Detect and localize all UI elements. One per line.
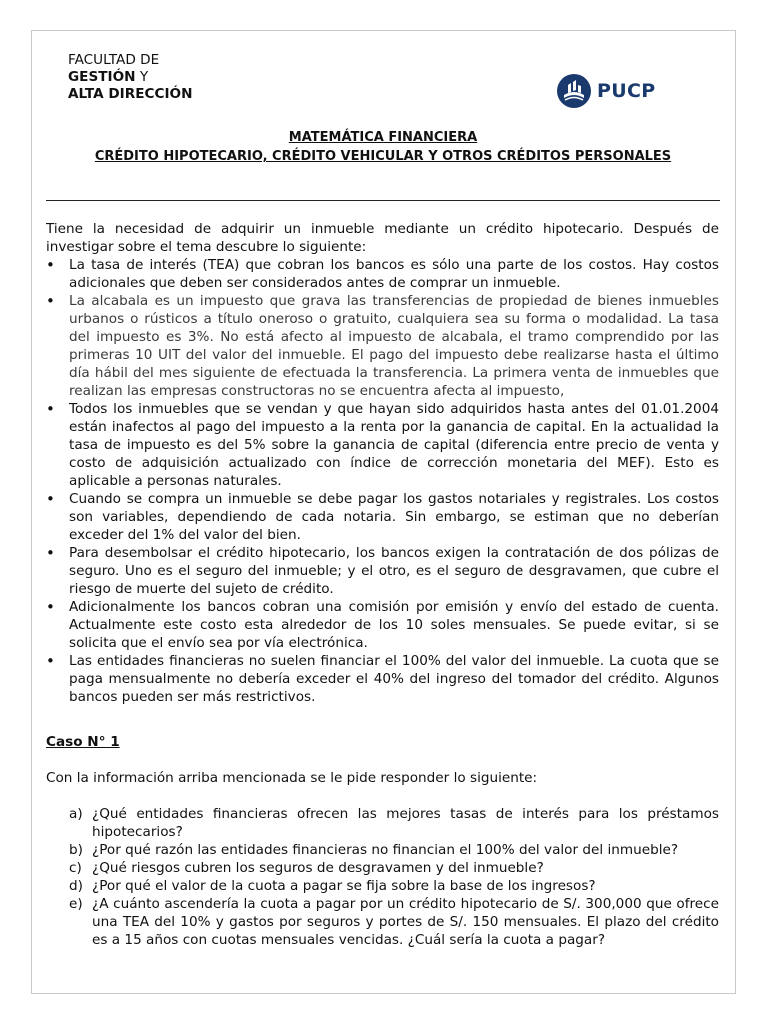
question-letter: c) bbox=[69, 860, 82, 876]
pucp-logo bbox=[556, 73, 655, 109]
question-letter: e) bbox=[69, 896, 83, 912]
question-item bbox=[46, 841, 719, 859]
question-text: ¿Qué riesgos cubren los seguros de desgravamen y del inmueble? bbox=[92, 860, 544, 876]
question-text: ¿Qué entidades financieras ofrecen las mejores tasas de interés para los préstamos hipotecarios? bbox=[92, 806, 719, 840]
question-text: ¿A cuánto ascendería la cuota a pagar por un crédito hipotecario de S/. 300,000 que ofrece una TEA del 10% y gastos por seguros y portes de S/. 150 mensuales. El plazo del crédito es a 15 años con cuotas mensuales vencidas. ¿Cuál sería la cuota a pagar? bbox=[92, 896, 719, 948]
question-item bbox=[46, 805, 719, 841]
document-titles bbox=[46, 128, 720, 166]
list-item: • Para desembolsar el crédito hipotecario, los bancos exigen la contratación de dos pólizas de seguro. Uno es el seguro del inmueble; y el otro, es el seguro de desgravamen, que cubre el riesgo de muerte del sujeto de crédito. bbox=[46, 544, 719, 598]
case-prompt: Con la información arriba mencionada se le pide responder lo siguiente: bbox=[46, 770, 538, 786]
pucp-seal-icon bbox=[556, 73, 592, 109]
title-divider bbox=[46, 200, 720, 201]
faculty-line-1: FACULTAD DE bbox=[68, 52, 160, 68]
case-title: Caso N° 1 bbox=[46, 734, 120, 750]
intro-paragraph: Tiene la necesidad de adquirir un inmueble mediante un crédito hipotecario. Después de investigar sobre el tema descubre lo siguiente: bbox=[46, 221, 719, 255]
faculty-y: Y bbox=[135, 69, 149, 85]
list-item: • Todos los inmuebles que se vendan y que hayan sido adquiridos hasta antes del 01.01.2004 están inafectos al pago del impuesto a la renta por la ganancia de capital. En la actualidad la tasa de impuesto es del 5% sobre la ganancia de capital (diferencia entre precio de venta y costo de adquisición actualizado con índice de corrección monetaria del MEF). Esto es aplicable a personas naturales. bbox=[46, 400, 719, 490]
list-item: • Adicionalmente los bancos cobran una comisión por emisión y envío del estado de cuenta. Actualmente este costo esta alrededor de los 10 soles mensuales. Se puede evitar, si se solicita que el envío sea por vía electrónica. bbox=[46, 598, 719, 652]
question-item bbox=[46, 877, 719, 895]
cost-list bbox=[46, 256, 719, 706]
question-letter: d) bbox=[69, 878, 83, 894]
list-item: • La tasa de interés (TEA) que cobran los bancos es sólo una parte de los costos. Hay costos adicionales que deben ser considerados antes de comprar un inmueble. bbox=[46, 256, 719, 292]
list-item: • La alcabala es un impuesto que grava las transferencias de propiedad de bienes inmuebles urbanos o rústicos a título oneroso o gratuito, cualquiera sea su forma o modalidad. La tasa del impuesto es 3%. No está afecto al impuesto de alcabala, el tramo comprendido por las primeras 10 UIT del valor del inmueble. El pago del impuesto debe realizarse hasta el último día hábil del mes siguiente de efectuada la transferencia. La primera venta de inmuebles que realizan las empresas constructoras no se encuentra afecta al impuesto, bbox=[46, 292, 719, 400]
document-body bbox=[46, 220, 719, 949]
question-item bbox=[46, 859, 719, 877]
faculty-line-3: ALTA DIRECCIÓN bbox=[68, 86, 193, 102]
faculty-gestion: GESTIÓN bbox=[68, 69, 136, 85]
list-item: • Las entidades financieras no suelen financiar el 100% del valor del inmueble. La cuota que se paga mensualmente no debería exceder el 40% del ingreso del tomador del crédito. Algunos bancos pueden ser más restrictivos. bbox=[46, 652, 719, 706]
faculty-line-2 bbox=[68, 69, 192, 86]
question-text: ¿Por qué el valor de la cuota a pagar se fija sobre la base de los ingresos? bbox=[92, 878, 596, 894]
question-list bbox=[46, 805, 719, 949]
question-letter: b) bbox=[69, 842, 83, 858]
question-item bbox=[46, 895, 719, 949]
question-letter: a) bbox=[69, 806, 83, 822]
list-item: • Cuando se compra un inmueble se debe pagar los gastos notariales y registrales. Los costos son variables, dependiendo de cada notaria. Sin embargo, se estiman que no deberían exceder del 1% del valor del bien. bbox=[46, 490, 719, 544]
question-text: ¿Por qué razón las entidades financieras no financian el 100% del valor del inmueble? bbox=[92, 842, 679, 858]
faculty-header bbox=[68, 52, 192, 103]
document-subtitle: CRÉDITO HIPOTECARIO, CRÉDITO VEHICULAR Y OTROS CRÉDITOS PERSONALES bbox=[94, 149, 672, 164]
document-title: MATEMÁTICA FINANCIERA bbox=[288, 130, 478, 145]
pucp-logo-text: PUCP bbox=[597, 80, 656, 102]
